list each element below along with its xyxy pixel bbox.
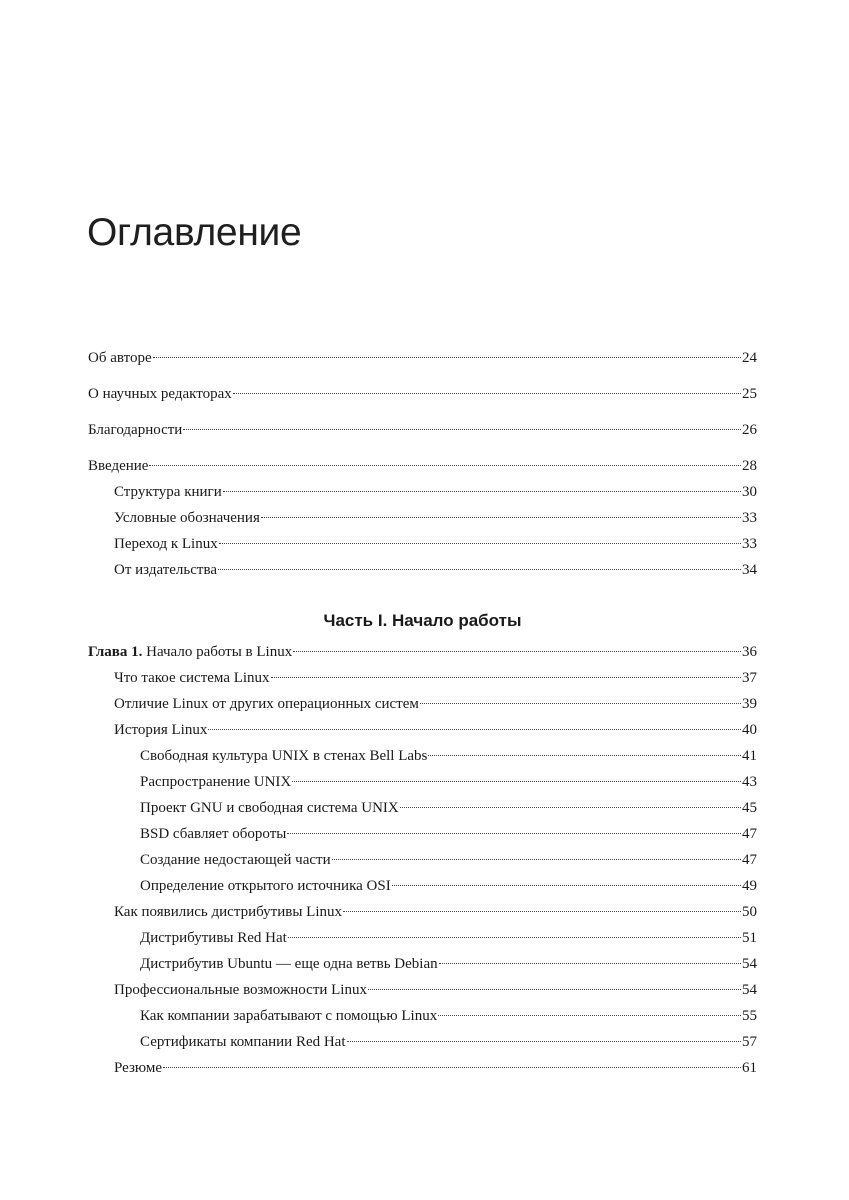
dot-leader	[343, 911, 741, 912]
front-matter-list	[88, 345, 757, 583]
toc-entry-title	[88, 639, 292, 665]
toc-page-number: 37	[742, 670, 757, 686]
toc-entry-title: Переход к Linux	[114, 536, 218, 552]
toc-entry-scientific-editors[interactable]	[88, 381, 757, 407]
toc-entry[interactable]	[88, 873, 757, 899]
toc-page-number: 51	[742, 930, 757, 946]
toc-entry-title: Проект GNU и свободная система UNIX	[140, 800, 399, 816]
part1-list	[88, 639, 757, 1081]
toc-entry[interactable]	[88, 847, 757, 873]
toc-entry-introduction[interactable]	[88, 453, 757, 479]
dot-leader	[392, 885, 741, 886]
toc-page-number: 54	[742, 956, 757, 972]
dot-leader	[183, 429, 741, 430]
toc-entry-from-publisher[interactable]	[88, 557, 757, 583]
toc-entry-title: Резюме	[114, 1060, 163, 1076]
toc-page-number: 28	[742, 458, 757, 474]
toc-entry[interactable]	[88, 899, 757, 925]
toc-entry[interactable]	[88, 743, 757, 769]
toc-entry-title: Распространение UNIX	[140, 774, 292, 790]
chapter-title: Начало работы в Linux	[146, 644, 293, 660]
toc-entry-title: BSD сбавляет обороты	[140, 826, 287, 842]
dot-leader	[153, 357, 741, 358]
toc-entry[interactable]	[88, 977, 757, 1003]
toc-page-number: 33	[742, 510, 757, 526]
dot-leader	[223, 491, 741, 492]
chapter-prefix: Глава 1.	[88, 644, 143, 660]
toc-page-number: 47	[742, 826, 757, 842]
toc-page-number: 49	[742, 878, 757, 894]
table-of-contents	[88, 345, 757, 1081]
toc-page-number: 33	[742, 536, 757, 552]
dot-leader	[208, 729, 741, 730]
toc-entry[interactable]	[88, 691, 757, 717]
toc-entry-title: Создание недостающей части	[140, 852, 331, 868]
toc-entry-title: Как появились дистрибутивы Linux	[114, 904, 342, 920]
toc-entry[interactable]	[88, 951, 757, 977]
toc-entry[interactable]	[88, 1029, 757, 1055]
dot-leader	[368, 989, 741, 990]
toc-page-number: 45	[742, 800, 757, 816]
dot-leader	[149, 465, 741, 466]
dot-leader	[218, 569, 741, 570]
toc-entry-title: Структура книги	[114, 484, 222, 500]
dot-leader	[347, 1041, 741, 1042]
toc-entry-title: Профессиональные возможности Linux	[114, 982, 367, 998]
toc-page-number: 34	[742, 562, 757, 578]
toc-entry-title: Об авторе	[88, 350, 152, 366]
toc-entry-title: Свободная культура UNIX в стенах Bell Labs	[140, 748, 428, 764]
toc-entry-acknowledgements[interactable]	[88, 417, 757, 443]
toc-page-number: 47	[742, 852, 757, 868]
toc-entry-title: От издательства	[114, 562, 218, 578]
toc-page-number: 61	[742, 1060, 757, 1076]
dot-leader	[293, 651, 741, 652]
toc-entry[interactable]	[88, 769, 757, 795]
dot-leader	[271, 677, 741, 678]
page-title: Оглавление	[87, 211, 302, 254]
toc-entry-title: О научных редакторах	[88, 386, 232, 402]
part-heading: Часть I. Начало работы	[323, 611, 522, 630]
toc-page-number: 26	[742, 422, 757, 438]
toc-page-number: 24	[742, 350, 757, 366]
dot-leader	[420, 703, 741, 704]
toc-entry-conventions[interactable]	[88, 505, 757, 531]
toc-page-number: 55	[742, 1008, 757, 1024]
dot-leader	[292, 781, 741, 782]
dot-leader	[438, 1015, 741, 1016]
dot-leader	[288, 937, 741, 938]
toc-entry-title: Сертификаты компании Red Hat	[140, 1034, 346, 1050]
toc-entry-title: Дистрибутив Ubuntu — еще одна ветвь Debian	[140, 956, 438, 972]
toc-page-number: 57	[742, 1034, 757, 1050]
toc-entry[interactable]	[88, 795, 757, 821]
toc-page-number: 40	[742, 722, 757, 738]
toc-entry[interactable]	[88, 1055, 757, 1081]
dot-leader	[233, 393, 741, 394]
toc-page-number: 25	[742, 386, 757, 402]
toc-entry-title: Благодарности	[88, 422, 183, 438]
toc-entry-title: Условные обозначения	[114, 510, 260, 526]
toc-entry[interactable]	[88, 821, 757, 847]
toc-entry[interactable]	[88, 665, 757, 691]
toc-entry-title: Дистрибутивы Red Hat	[140, 930, 287, 946]
toc-entry[interactable]	[88, 717, 757, 743]
dot-leader	[261, 517, 741, 518]
toc-entry-title: Как компании зарабатывают с помощью Linux	[140, 1008, 438, 1024]
toc-entry-title: Введение	[88, 458, 149, 474]
toc-entry-book-structure[interactable]	[88, 479, 757, 505]
dot-leader	[428, 755, 741, 756]
dot-leader	[332, 859, 741, 860]
dot-leader	[163, 1067, 741, 1068]
toc-page-number: 43	[742, 774, 757, 790]
toc-entry[interactable]	[88, 925, 757, 951]
dot-leader	[219, 543, 741, 544]
toc-page-number: 50	[742, 904, 757, 920]
dot-leader	[400, 807, 741, 808]
toc-page-number: 36	[742, 644, 757, 660]
toc-entry-switching-to-linux[interactable]	[88, 531, 757, 557]
toc-entry-chapter-1[interactable]	[88, 639, 757, 665]
dot-leader	[439, 963, 741, 964]
toc-entry-about-author[interactable]	[88, 345, 757, 371]
toc-entry-title: Определение открытого источника OSI	[140, 878, 391, 894]
toc-entry-title: Отличие Linux от других операционных систем	[114, 696, 419, 712]
toc-page-number: 41	[742, 748, 757, 764]
toc-entry[interactable]	[88, 1003, 757, 1029]
dot-leader	[287, 833, 741, 834]
toc-entry-title: Что такое система Linux	[114, 670, 270, 686]
toc-page-number: 30	[742, 484, 757, 500]
toc-page-number: 39	[742, 696, 757, 712]
toc-entry-title: История Linux	[114, 722, 208, 738]
toc-page-number: 54	[742, 982, 757, 998]
